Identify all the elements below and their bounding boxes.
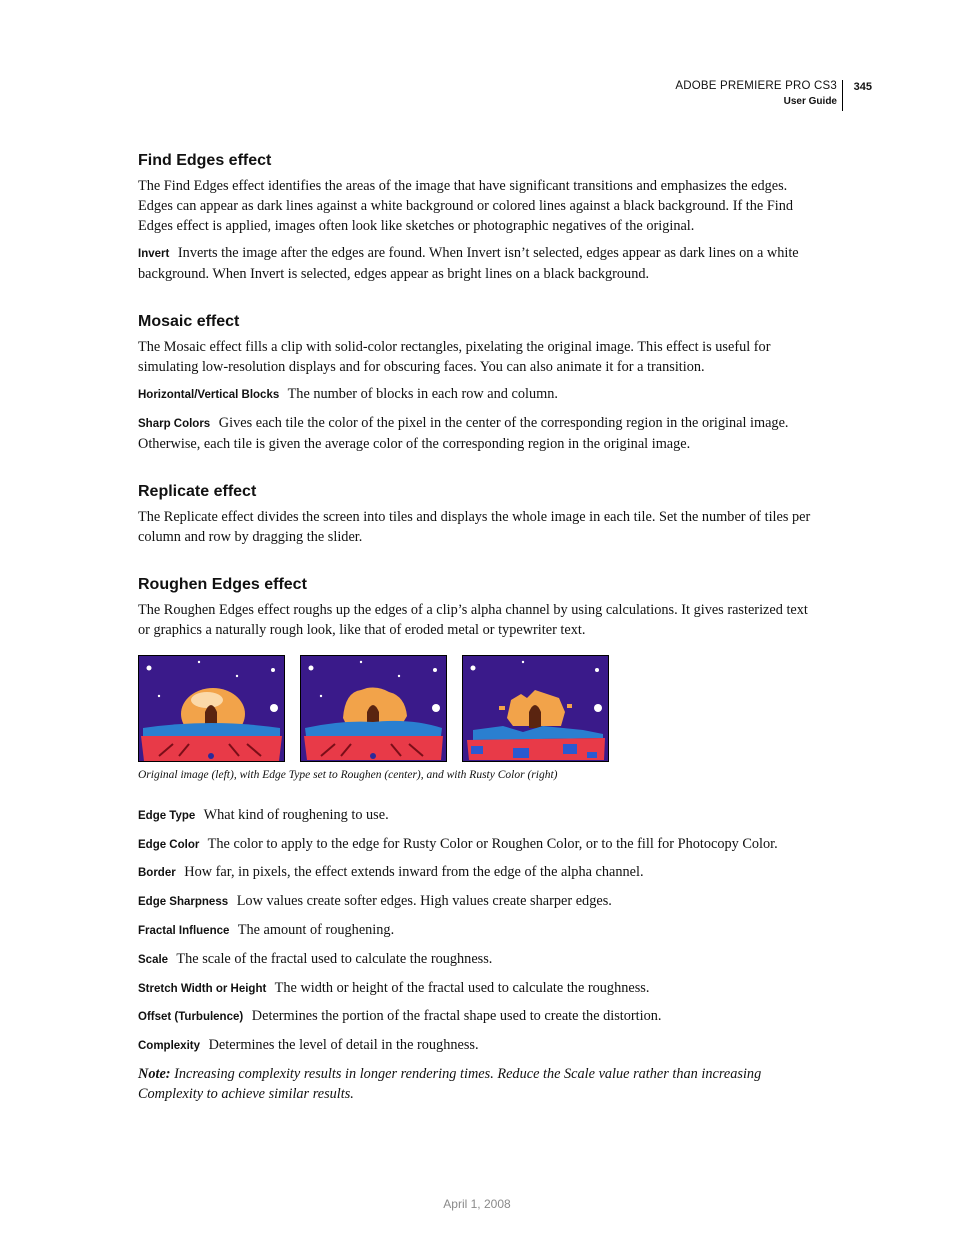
entry-stretch [138,978,818,999]
entry-edge-sharpness [138,891,818,912]
term-edge-sharpness: Edge Sharpness [138,896,229,909]
text-edge-color: The color to apply to the edge for Rusty Color or Roughen Color, or to the fill for Photocopy Color. [207,835,778,852]
sharp-colors-entry [138,413,818,454]
entry-scale [138,949,818,970]
find-edges-body: The Find Edges effect identifies the areas of the image that have significant transitions and emphasizes the edges. Edges can appear as dark lines against a white background or colored lines against a black background. If the Find Edges effect is applied, images often look like sketches or photographic negatives of the original. [138,178,794,234]
term-complexity: Complexity [138,1040,200,1053]
text-edge-sharpness: Low values create softer edges. High values create sharper edges. [236,893,612,910]
text-scale: The scale of the fractal used to calculate the roughness. [176,950,493,967]
entry-border [138,862,818,883]
entry-offset [138,1006,818,1027]
text-fractal-influence: The amount of roughening. [237,921,395,938]
footer-date: April 1, 2008 [443,1197,511,1211]
entry-fractal-influence [138,920,818,941]
page-number: 345 [853,81,872,93]
term-stretch: Stretch Width or Height [138,982,267,995]
text-border: How far, in pixels, the effect extends inward from the edge of the alpha channel. [184,864,644,881]
term-edge-color: Edge Color [138,838,200,851]
section-mosaic [138,311,818,454]
replicate-body: The Replicate effect divides the screen into tiles and displays the whole image in each tile. Set the number of tiles per column and row by dragging the slider. [138,508,811,545]
term-scale: Scale [138,953,169,966]
figure-row [138,655,818,762]
blocks-term: Horizontal/Vertical Blocks [138,389,280,401]
note [138,1064,818,1104]
blocks-text: The number of blocks in each row and column. [287,386,558,402]
entry-edge-color [138,834,818,855]
invert-entry [138,243,818,284]
term-border: Border [138,867,176,880]
invert-term: Invert [138,248,170,260]
roughen-edges-body: The Roughen Edges effect roughs up the edges of a clip’s alpha channel by using calculations. It gives rasterized text or graphics a naturally rough look, like that of eroded metal or typewriter text. [138,601,808,638]
heading-roughen-edges: Roughen Edges effect [138,575,307,593]
text-edge-type: What kind of roughening to use. [203,806,389,823]
roughen-entries [138,805,818,1056]
text-stretch: The width or height of the fractal used to calculate the roughness. [274,979,650,996]
term-fractal-influence: Fractal Influence [138,924,230,937]
invert-text: Inverts the image after the edges are found. When Invert isn’t selected, edges appear as dark lines on a white background. When Invert is selected, edges appear as bright lines on a black background. [138,245,799,282]
text-offset: Determines the portion of the fractal shape used to create the distortion. [251,1008,662,1025]
entry-edge-type [138,805,818,826]
header-divider [842,80,843,111]
entry-complexity [138,1035,818,1056]
sharp-colors-text: Gives each tile the color of the pixel in the center of the corresponding region in the original image. Otherwise, each tile is given the average color of the corresponding region in the original image. [138,414,789,452]
section-roughen-edges [138,574,818,1104]
original-image [138,655,285,762]
heading-replicate: Replicate effect [138,482,257,500]
sharp-colors-term: Sharp Colors [138,417,211,430]
blocks-entry [138,384,818,405]
mosaic-body: The Mosaic effect fills a clip with solid-color rectangles, pixelating the original image. This effect is useful for simulating low-resolution displays and for obscuring faces. You can also animate it for a transition. [138,339,771,375]
section-replicate [138,481,818,547]
note-text: Increasing complexity results in longer rendering times. Reduce the Scale value rather than increasing Complexity to achieve similar results. [138,1065,762,1102]
heading-mosaic: Mosaic effect [138,313,240,330]
guide-name: User Guide [783,96,837,107]
note-label: Note: [138,1065,171,1082]
product-name: ADOBE PREMIERE PRO CS3 [675,80,837,92]
page-content [138,150,818,1104]
section-find-edges [138,150,818,284]
roughen-image [300,655,447,762]
running-header [675,78,872,110]
figure-caption: Original image (left), with Edge Type set to Roughen (center), and with Rusty Color (right) [138,768,558,781]
term-edge-type: Edge Type [138,809,196,822]
rusty-color-image [462,655,609,762]
term-offset: Offset (Turbulence) [138,1011,244,1024]
text-complexity: Determines the level of detail in the roughness. [208,1037,479,1054]
heading-find-edges: Find Edges effect [138,152,272,169]
